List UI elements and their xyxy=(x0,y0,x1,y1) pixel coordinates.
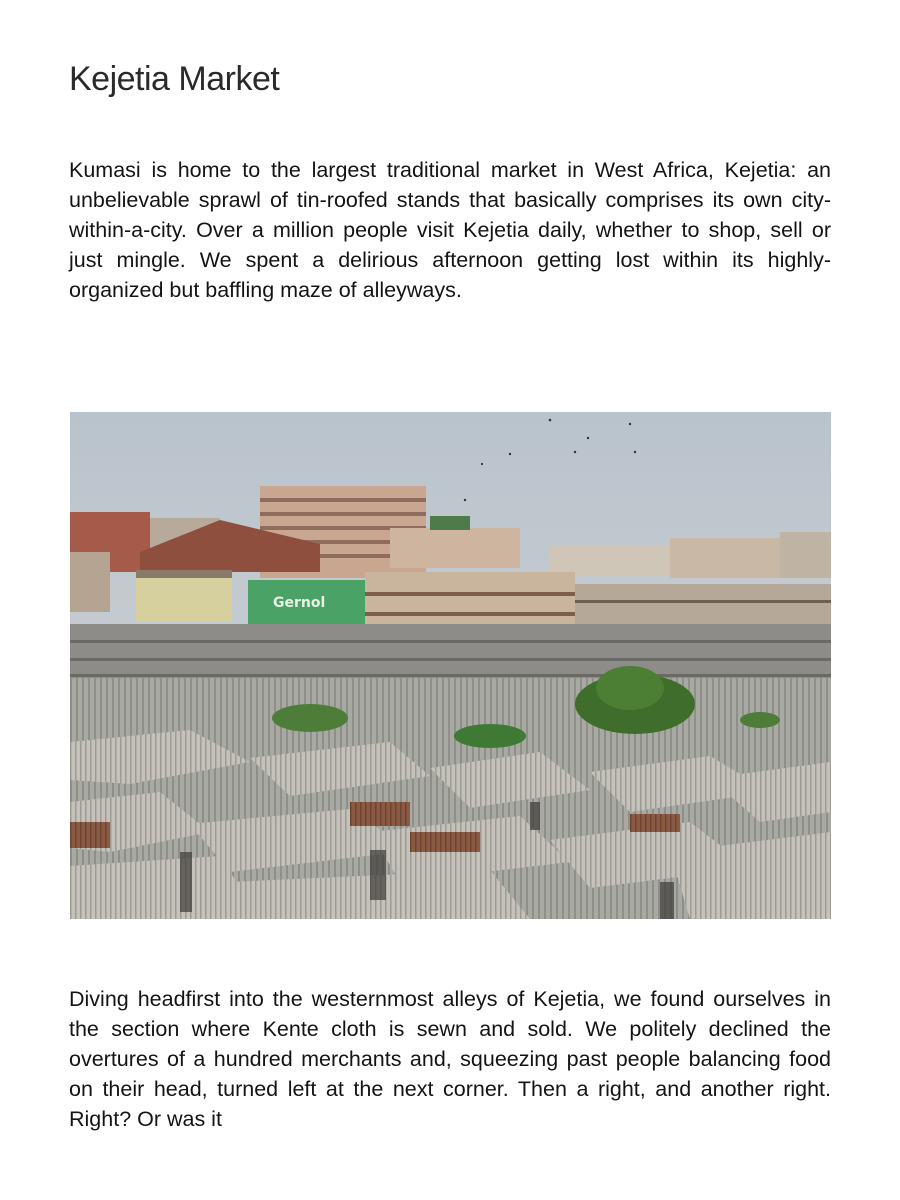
intro-paragraph: Kumasi is home to the largest traditional market in West Africa, Kejetia: an unbelievable sprawl of tin-roofed stands that basically comprises its own city-within-a-city. Over a million people visit Kejetia daily, whether to shop, sell or just mingle. We spent a delirious afternoon getting lost within its highly-organized but baffling maze of alleyways. xyxy=(69,158,831,302)
body-paragraph: Diving headfirst into the westernmost alleys of Kejetia, we found ourselves in the section where Kente cloth is sewn and sold. We politely declined the overtures of a hundred merchants and, squeezing past people balancing food on their head, turned left at the next corner. Then a right, and another right. Right? Or was it xyxy=(69,987,831,1131)
sign-text: Gernol xyxy=(273,595,326,611)
market-photo xyxy=(70,412,831,919)
page-title: Kejetia Market xyxy=(69,60,280,98)
